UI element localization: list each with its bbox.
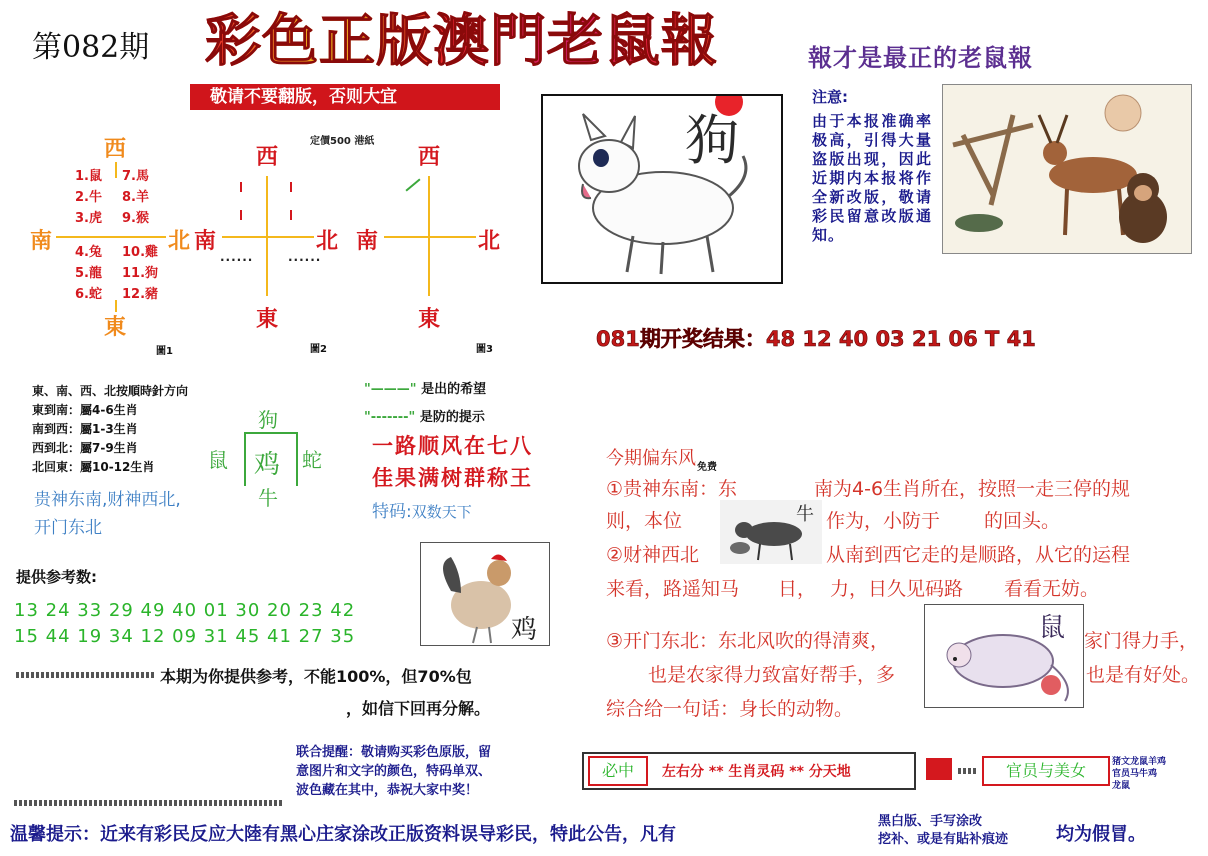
analysis-p1c: 则，本位 (606, 510, 683, 532)
mini-line-3: 龙鼠 (1112, 781, 1131, 791)
zodiac-3-tiger: 3.虎 (75, 211, 102, 226)
poem-line-1: 一路顺风在七八 (372, 433, 533, 458)
cross-right: 蛇 (302, 448, 322, 472)
compass-2-red-mark-4 (290, 210, 292, 220)
compass-3 (356, 140, 526, 360)
analysis-p1a: ①贵神东南：东 (606, 478, 738, 500)
zodiac-12-pig: 12.豬 (122, 287, 159, 302)
compass-2 (194, 140, 364, 360)
masthead-subtitle: 報才是最正的老鼠報 (808, 44, 1033, 72)
analysis-free-label: 免费 (697, 462, 717, 473)
deer-monkey-illustration (943, 85, 1191, 253)
ox-character: 牛 (796, 504, 814, 525)
cross-top: 狗 (258, 408, 278, 432)
zodiac-9-monkey: 9.猴 (122, 211, 149, 226)
compass-2-west: 西 (256, 144, 279, 170)
reference-numbers-row-2: 15 44 19 34 12 09 31 45 41 27 35 (14, 626, 356, 647)
reference-title: 提供参考数: (16, 568, 97, 586)
compass-3-west: 西 (418, 144, 441, 170)
disclaimer-line-1: 本期为你提供参考，不能100%，但70%包 (160, 667, 472, 686)
zodiac-1-rat: 1.鼠 (75, 169, 102, 184)
dog-illustration (543, 96, 781, 282)
notice-text: 由于本报准确率极高，引得大量盗版出现，因此近期内本报将作全新改版，敬请彩民留意改版通知。 (812, 112, 932, 244)
compass-1 (30, 130, 200, 360)
reminder-line-3: 波色藏在其中，恭祝大家中奖！ (296, 783, 479, 798)
disclaimer-line-2: ，如信下回再分解。 (346, 699, 491, 718)
compass-2-red-mark-3 (240, 210, 242, 220)
analysis-p1d: 作为，小防于 (826, 510, 941, 532)
ox-picture-frame (720, 500, 822, 564)
warning-bar: 敬请不要翻版，否则大宜 (190, 84, 500, 110)
special-code (372, 497, 472, 522)
warm-tip-main: 温馨提示：近来有彩民反应大陸有黑心庄家涂改正版资料误导彩民，特此公告，凡有 (10, 824, 676, 845)
deer-monkey-picture (942, 84, 1192, 254)
zodiac-11-dog: 11.狗 (122, 266, 159, 281)
rat-character: 鼠 (1039, 613, 1066, 643)
figure-1-label: 圖1 (156, 346, 173, 357)
rooster-picture-frame (420, 542, 550, 646)
legend-dotted (364, 406, 485, 425)
zodiac-10-rooster: 10.雞 (122, 245, 159, 260)
rule-line: 東、南、西、北按順時針方向 (32, 384, 189, 398)
masthead-title: 彩色正版澳門老鼠報 (205, 8, 805, 74)
zodiac-cross (208, 404, 338, 514)
special-code-label: 特码: (372, 502, 412, 522)
scribble-bottom-left (14, 800, 284, 806)
rule-line: 西到北：屬7-9生肖 (32, 441, 138, 455)
legend-solid-text: 是出的希望 (421, 382, 487, 397)
rat-picture-frame (924, 604, 1084, 708)
figure-2-label: 圖2 (310, 344, 327, 355)
compass-1-west: 西 (104, 136, 127, 162)
analysis-p3a: ③开门东北：东北风吹的得清爽， (606, 630, 890, 652)
legend-solid-mark: "———" (364, 382, 417, 397)
compass-1-south: 南 (30, 228, 53, 254)
compass-3-axis-h (384, 236, 476, 238)
analysis-p3b: 家门得力手， (1084, 630, 1199, 652)
compass-2-axis-h (222, 236, 314, 238)
zodiac-6-snake: 6.蛇 (75, 287, 102, 302)
bar-text: 左右分 ** 生肖灵码 ** 分天地 (662, 764, 851, 780)
zodiac-8-goat: 8.羊 (122, 190, 149, 205)
poem-line-2: 佳果满树群称王 (372, 465, 533, 490)
rooster-character: 鸡 (511, 615, 538, 645)
issue-number: 第082期 (32, 30, 150, 65)
zodiac-code-bar (582, 752, 916, 790)
legend-dotted-text: 是防的提示 (419, 410, 485, 425)
compass-1-north: 北 (168, 228, 191, 254)
zodiac-5-dragon: 5.龍 (75, 266, 102, 281)
dog-picture-frame (541, 94, 783, 284)
poem (372, 430, 533, 494)
rule-line: 北回東：屬10-12生肖 (32, 460, 155, 474)
analysis-p2c: 来看，路遥知马 (606, 578, 740, 600)
analysis-p2d: 日， (778, 578, 817, 600)
analysis-p2a: ②财神西北 (606, 544, 700, 566)
compass-1-axis-h (56, 236, 166, 238)
cross-left: 鼠 (208, 448, 228, 472)
compass-2-south: 南 (194, 228, 217, 254)
bottom-reminder (296, 743, 568, 800)
reminder-line-1: 联合提醒：敬请购买彩色原版，留 (296, 745, 492, 760)
god-direction-line: 贵神东南,财神西北, (34, 490, 181, 510)
analysis-p2f: 看看无妨。 (1004, 578, 1100, 600)
compass-2-north: 北 (316, 228, 339, 254)
analysis-p2b: 从南到西它走的是顺路，从它的运程 (826, 544, 1131, 566)
price-label: 定價500 港紙 (310, 136, 375, 147)
legend-solid (364, 378, 486, 397)
figure-3-label: 圖3 (476, 344, 493, 355)
legend-dotted-mark: "-------" (364, 410, 416, 425)
compass-2-east: 東 (256, 306, 279, 332)
rule-line: 南到西：屬1-3生肖 (32, 422, 138, 436)
reminder-line-2: 意图片和文字的颜色，特码单双、 (296, 764, 492, 779)
notice-title: 注意: (812, 88, 848, 106)
door-direction-line: 开门东北 (34, 518, 102, 538)
compass-3-green-mark (405, 178, 420, 191)
masthead-sub-faded (820, 6, 829, 30)
analysis-p3d: 也是有好处。 (1086, 664, 1201, 686)
analysis-p3c: 也是农家得力致富好帮手，多 (648, 664, 896, 686)
last-draw-result: 081期开奖结果：48 12 40 03 21 06 T 41 (596, 327, 1036, 351)
warm-tip-small-2: 挖补、或是有貼补痕迹 (878, 832, 1009, 847)
compass-2-dots-right: ...... (288, 250, 322, 264)
mini-line-2: 官员马牛鸡 (1112, 769, 1158, 779)
compass-2-red-mark-1 (240, 182, 242, 192)
warm-tip-tail: 均为假冒。 (1056, 824, 1146, 845)
special-code-value: 双数天下 (411, 503, 472, 521)
analysis-title: 今期偏东风 (606, 448, 696, 469)
reference-numbers-row-1: 13 24 33 29 49 40 01 30 20 23 42 (14, 600, 356, 621)
mini-right-block (1112, 756, 1166, 792)
analysis-summary: 综合给一句话：身长的动物。 (606, 698, 854, 720)
compass-1-axis-top (115, 162, 117, 178)
scribble-mid (958, 768, 978, 774)
warm-tip-small-1: 黑白版、手写涂改 (878, 814, 983, 829)
scribble-left (16, 672, 156, 678)
cross-bottom: 牛 (258, 486, 278, 510)
bar-left-cell: 必中 (588, 756, 648, 786)
compass-2-red-mark-2 (290, 182, 292, 192)
dog-character: 狗 (685, 109, 739, 172)
zodiac-4-rabbit: 4.兔 (75, 245, 102, 260)
red-square (926, 758, 952, 780)
analysis-p2e: 力，日久见码路 (830, 578, 964, 600)
mini-line-1: 猪文龙鼠羊鸡 (1112, 757, 1167, 767)
compass-2-dots-left: ...... (220, 250, 254, 264)
analysis-p1e: 的回头。 (984, 510, 1061, 532)
zodiac-7-horse: 7.馬 (122, 169, 149, 184)
rule-line: 東到南：屬4-6生肖 (32, 403, 138, 417)
cross-center: 鸡 (254, 450, 281, 480)
analysis-p1b: 南为4-6生肖所在，按照一走三停的规 (814, 478, 1131, 500)
compass-1-east: 東 (104, 314, 127, 340)
compass-3-south: 南 (356, 228, 379, 254)
compass-3-north: 北 (478, 228, 501, 254)
bar-right-cell: 官员与美女 (982, 756, 1110, 786)
compass-3-east: 東 (418, 306, 441, 332)
direction-rules (32, 382, 188, 477)
zodiac-2-ox: 2.牛 (75, 190, 102, 205)
